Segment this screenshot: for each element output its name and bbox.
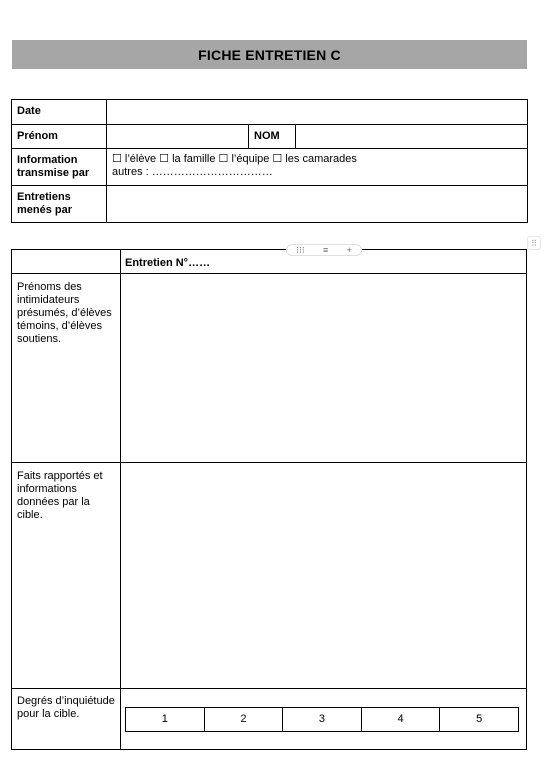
add-icon[interactable]: + [346,245,352,255]
entretiens-row [12,186,528,223]
entretiens-field[interactable] [107,186,528,223]
inquietude-label: Degrés d’inquiétude pour la cible. [12,689,121,750]
options-line-2: autres : …………………………… [112,166,273,178]
nom-label: NOM [249,125,296,149]
intimidateurs-row [12,274,527,463]
information-row [12,149,528,186]
scale-option-4[interactable]: 4 [362,708,441,731]
table-toolbar [286,244,362,256]
nom-field[interactable] [296,125,528,149]
date-field[interactable] [107,100,528,125]
scale-option-3[interactable]: 3 [283,708,362,731]
entretien-number-label[interactable]: Entretien N°…… [121,250,527,274]
page-title: FICHE ENTRETIEN C [198,46,341,63]
inquietude-scale [125,707,519,732]
information-options[interactable] [107,149,528,186]
prenom-label: Prénom [12,125,107,149]
sort-icon[interactable]: ≡ [323,245,329,255]
inquietude-scale-cell [121,689,527,750]
scale-option-1[interactable]: 1 [126,708,205,731]
faits-row [12,463,527,689]
title-bar [12,40,527,69]
faits-field[interactable] [121,463,527,689]
table-drag-handle-icon[interactable]: ⠿ [527,236,541,250]
name-row [12,125,528,149]
scale-option-2[interactable]: 2 [205,708,284,731]
entretien-table [11,249,527,750]
header-empty-cell [12,250,121,274]
prenom-field[interactable] [107,125,249,149]
inquietude-row [12,689,527,750]
scale-option-5[interactable]: 5 [476,713,483,725]
faits-label: Faits rapportés et informations données par la cible. [12,463,121,689]
date-label: Date [12,100,107,125]
entretien-header-row [12,250,527,274]
information-label: Information transmise par [12,149,107,186]
date-row [12,100,528,125]
info-table [11,99,528,223]
intimidateurs-label: Prénoms des intimidateurs présumés, d’élèves témoins, d’élèves soutiens. [12,274,121,463]
options-line-1: ☐ l’élève ☐ la famille ☐ l’équipe ☐ les camarades [112,153,357,165]
intimidateurs-field[interactable] [121,274,527,463]
drag-handle-icon[interactable]: ⁝⁝⁝ [296,245,305,255]
entretiens-label: Entretiens menés par [12,186,107,223]
